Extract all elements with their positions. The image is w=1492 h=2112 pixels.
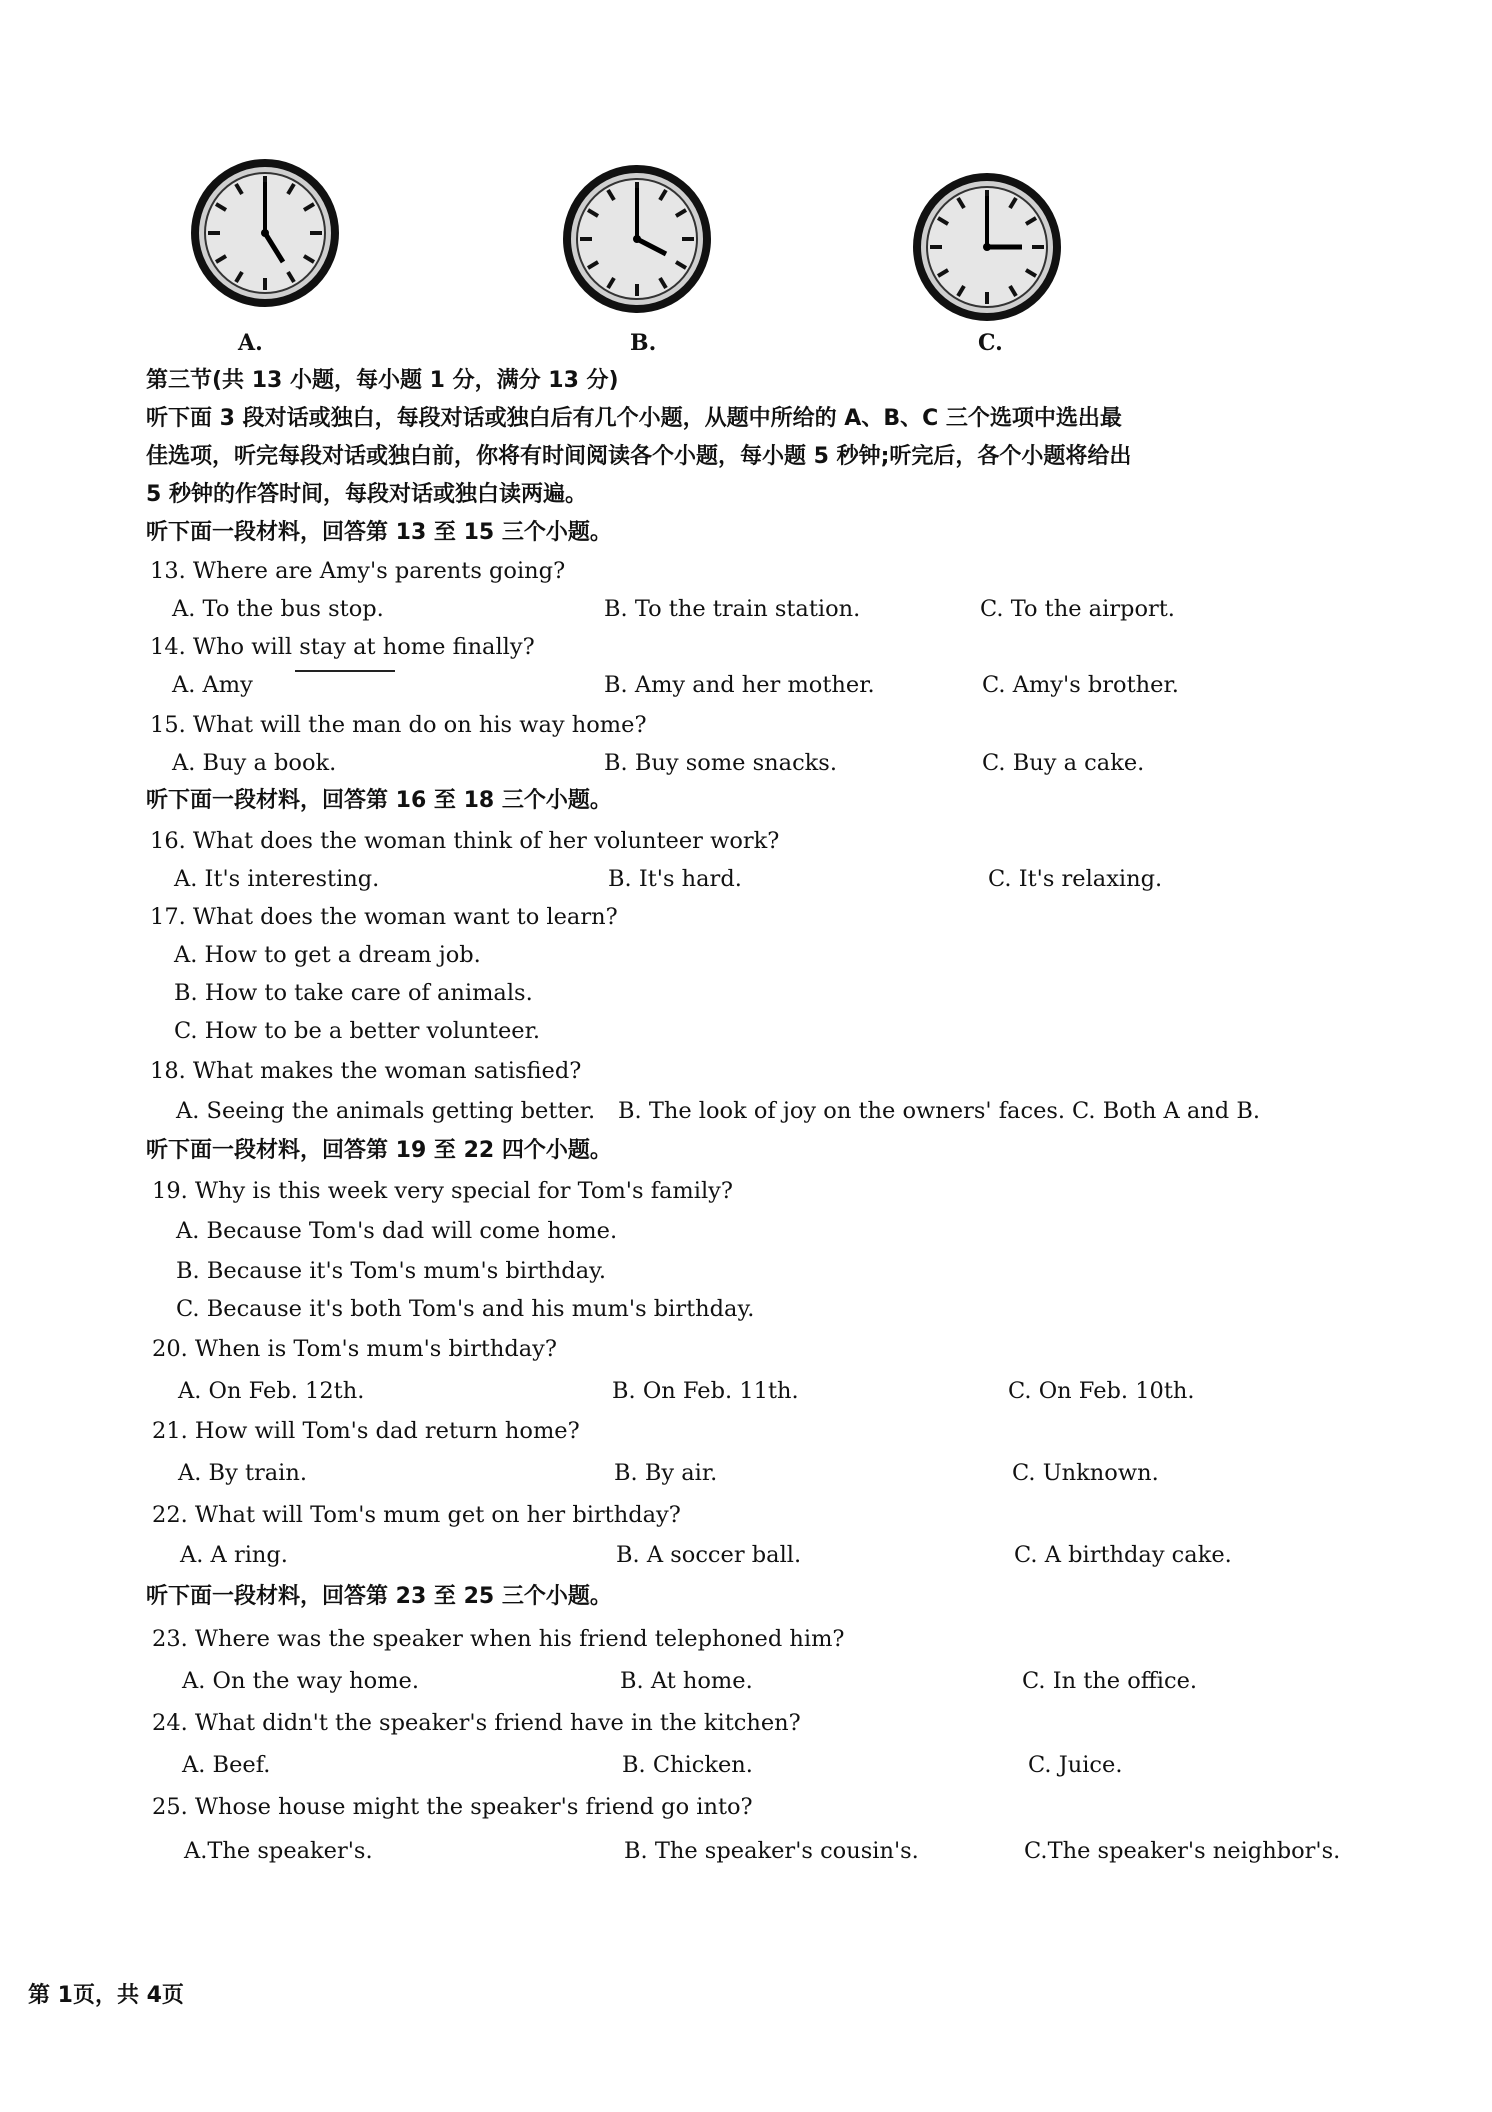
option-c: C. Because it's both Tom's and his mum's birthday.: [176, 1296, 755, 1322]
section-title: 第三节(共 13 小题，每小题 1 分，满分 13 分): [146, 368, 619, 393]
option-a: A. Beef.: [182, 1752, 271, 1778]
clock-row: [0, 150, 1492, 370]
question: 22. What will Tom's mum get on her birthday?: [152, 1502, 681, 1528]
question: 19. Why is this week very special for Tom's family?: [152, 1178, 733, 1204]
option-b: B. The speaker's cousin's.: [624, 1838, 919, 1864]
question: 17. What does the woman want to learn?: [150, 904, 618, 930]
option-c: C. Both A and B.: [1072, 1098, 1261, 1124]
question: 16. What does the woman think of her volunteer work?: [150, 828, 780, 854]
option-c: C. Unknown.: [1012, 1460, 1159, 1486]
clock-icon: [190, 158, 340, 308]
option-b: B. Amy and her mother.: [604, 672, 875, 698]
question: 24. What didn't the speaker's friend have in the kitchen?: [152, 1710, 801, 1736]
section-instruction: 佳选项，听完每段对话或独白前，你将有时间阅读各个小题，每小题 5 秒钟;听完后，各个小题将给出: [146, 444, 1132, 469]
option-a: A. Because Tom's dad will come home.: [176, 1218, 618, 1244]
option-c: C. In the office.: [1022, 1668, 1198, 1694]
option-c: C. It's relaxing.: [988, 866, 1163, 892]
group-heading: 听下面一段材料，回答第 16 至 18 三个小题。: [146, 788, 612, 813]
option-a: A. Amy: [172, 672, 253, 698]
option-b: B. It's hard.: [608, 866, 742, 892]
option-c: C. Amy's brother.: [982, 672, 1179, 698]
question: 23. Where was the speaker when his friend telephoned him?: [152, 1626, 845, 1652]
question: 21. How will Tom's dad return home?: [152, 1418, 580, 1444]
option-a: A.The speaker's.: [184, 1838, 373, 1864]
page-footer: 第 1页，共 4页: [28, 1983, 184, 2008]
option-a: A. To the bus stop.: [172, 596, 384, 622]
option-c: C. To the airport.: [980, 596, 1175, 622]
option-b: B. Because it's Tom's mum's birthday.: [176, 1258, 606, 1284]
option-a: A. On the way home.: [182, 1668, 420, 1694]
option-c: C.The speaker's neighbor's.: [1024, 1838, 1341, 1864]
option-b: B. By air.: [614, 1460, 718, 1486]
clock-label-b: B.: [630, 330, 657, 356]
question: 14. Who will stay at home finally?: [150, 634, 535, 660]
option-a: A. A ring.: [180, 1542, 288, 1568]
option-a: A. How to get a dream job.: [174, 942, 481, 968]
option-a: A. Seeing the animals getting better.: [176, 1098, 596, 1124]
option-a: A. It's interesting.: [174, 866, 380, 892]
option-b: B. How to take care of animals.: [174, 980, 533, 1006]
option-b: B. Buy some snacks.: [604, 750, 838, 776]
option-b: B. To the train station.: [604, 596, 861, 622]
group-heading: 听下面一段材料，回答第 13 至 15 三个小题。: [146, 520, 612, 545]
option-c: C. How to be a better volunteer.: [174, 1018, 541, 1044]
option-a: A. On Feb. 12th.: [178, 1378, 365, 1404]
option-a: A. By train.: [178, 1460, 308, 1486]
section-instruction: 5 秒钟的作答时间，每段对话或独白读两遍。: [146, 482, 587, 507]
clock-label-c: C.: [978, 330, 1003, 356]
option-b: B. On Feb. 11th.: [612, 1378, 799, 1404]
option-c: C. A birthday cake.: [1014, 1542, 1232, 1568]
question: 18. What makes the woman satisfied?: [150, 1058, 582, 1084]
clock-icon: [562, 164, 712, 314]
option-b: B. Chicken.: [622, 1752, 753, 1778]
question: 15. What will the man do on his way home?: [150, 712, 647, 738]
option-a: A. Buy a book.: [172, 750, 337, 776]
section-instruction: 听下面 3 段对话或独白，每段对话或独白后有几个小题，从题中所给的 A、B、C 三个选项中选出最: [146, 406, 1122, 431]
option-b: B. At home.: [620, 1668, 753, 1694]
group-heading: 听下面一段材料，回答第 23 至 25 三个小题。: [146, 1584, 612, 1609]
question: 25. Whose house might the speaker's friend go into?: [152, 1794, 753, 1820]
option-c: C. On Feb. 10th.: [1008, 1378, 1195, 1404]
option-c: C. Juice.: [1028, 1752, 1123, 1778]
group-heading: 听下面一段材料，回答第 19 至 22 四个小题。: [146, 1138, 612, 1163]
underline-mark: [295, 670, 395, 672]
question: 20. When is Tom's mum's birthday?: [152, 1336, 557, 1362]
clock-icon: [912, 172, 1062, 322]
option-c: C. Buy a cake.: [982, 750, 1145, 776]
option-b: B. A soccer ball.: [616, 1542, 802, 1568]
clock-label-a: A.: [238, 330, 263, 356]
question: 13. Where are Amy's parents going?: [150, 558, 566, 584]
option-b: B. The look of joy on the owners' faces.: [618, 1098, 1066, 1124]
